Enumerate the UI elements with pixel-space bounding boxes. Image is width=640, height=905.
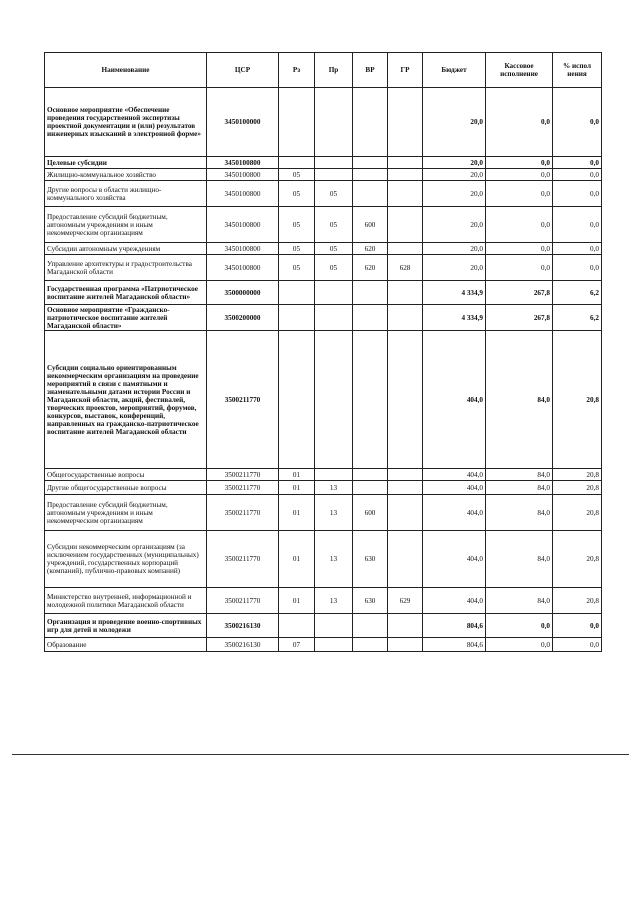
cell-csr: 3450100000: [207, 88, 279, 157]
cell-name: Субсидии некоммерческим организациям (за исключением государственных (муниципальных) учреждений, государственных корпораций (компаний), публично-правовых компаний): [45, 531, 207, 588]
header-row: [45, 53, 602, 88]
table-row: [45, 331, 602, 469]
document-page: [44, 52, 601, 652]
table-row: [45, 281, 602, 305]
cell-vr: 600: [353, 207, 388, 243]
cell-csr: 3450100800: [207, 157, 279, 169]
cell-vr: [353, 331, 388, 469]
cell-pr: [315, 469, 353, 481]
cell-budget: 20,0: [423, 157, 486, 169]
cell-vr: [353, 481, 388, 495]
cell-pr: 13: [315, 588, 353, 614]
cell-pr: [315, 169, 353, 181]
cell-cash: 84,0: [486, 531, 553, 588]
cell-gr: 628: [388, 255, 423, 281]
cell-cash: 0,0: [486, 207, 553, 243]
cell-csr: 3450100800: [207, 169, 279, 181]
cell-rz: [279, 281, 315, 305]
cell-budget: 20,0: [423, 243, 486, 255]
cell-vr: 630: [353, 588, 388, 614]
cell-pct: 0,0: [553, 255, 602, 281]
cell-pct: 20,8: [553, 531, 602, 588]
cell-pr: 13: [315, 481, 353, 495]
cell-rz: 05: [279, 207, 315, 243]
table-row: [45, 469, 602, 481]
cell-rz: 07: [279, 638, 315, 652]
table-row: [45, 588, 602, 614]
cell-cash: 84,0: [486, 588, 553, 614]
cell-budget: 404,0: [423, 588, 486, 614]
cell-gr: [388, 469, 423, 481]
table-row: [45, 207, 602, 243]
cell-budget: 404,0: [423, 531, 486, 588]
table-header: [45, 53, 602, 88]
cell-rz: 05: [279, 255, 315, 281]
cell-gr: [388, 243, 423, 255]
cell-budget: 804,6: [423, 614, 486, 638]
cell-vr: [353, 614, 388, 638]
cell-pct: 0,0: [553, 88, 602, 157]
cell-pr: [315, 281, 353, 305]
cell-name: Другие вопросы в области жилищно-коммунального хозяйства: [45, 181, 207, 207]
cell-name: Другие общегосударственные вопросы: [45, 481, 207, 495]
cell-cash: 267,8: [486, 281, 553, 305]
cell-gr: [388, 169, 423, 181]
cell-name: Государственная программа «Патриотическое воспитание жителей Магаданской области»: [45, 281, 207, 305]
header-pr: Пр: [315, 53, 353, 88]
header-csr: ЦСР: [207, 53, 279, 88]
cell-rz: 01: [279, 469, 315, 481]
cell-cash: 0,0: [486, 169, 553, 181]
cell-vr: [353, 305, 388, 331]
cell-budget: 404,0: [423, 331, 486, 469]
cell-rz: [279, 157, 315, 169]
cell-rz: 05: [279, 169, 315, 181]
cell-cash: 267,8: [486, 305, 553, 331]
cell-pct: 0,0: [553, 243, 602, 255]
cell-csr: 3500216130: [207, 614, 279, 638]
cell-cash: 0,0: [486, 614, 553, 638]
cell-pct: 0,0: [553, 157, 602, 169]
cell-gr: [388, 305, 423, 331]
cell-csr: 3500216130: [207, 638, 279, 652]
table-row: [45, 481, 602, 495]
cell-pct: 20,8: [553, 331, 602, 469]
cell-rz: 01: [279, 495, 315, 531]
cell-rz: [279, 614, 315, 638]
cell-budget: 404,0: [423, 481, 486, 495]
table-row: [45, 531, 602, 588]
cell-pr: 05: [315, 181, 353, 207]
table-row: [45, 255, 602, 281]
cell-csr: 3500211770: [207, 331, 279, 469]
cell-cash: 84,0: [486, 331, 553, 469]
cell-pct: 20,8: [553, 469, 602, 481]
cell-pr: [315, 638, 353, 652]
table-row: [45, 495, 602, 531]
cell-gr: [388, 614, 423, 638]
cell-budget: 4 334,9: [423, 305, 486, 331]
cell-vr: [353, 157, 388, 169]
cell-pr: 05: [315, 255, 353, 281]
cell-name: Жилищно-коммунальное хозяйство: [45, 169, 207, 181]
cell-csr: 3500211770: [207, 481, 279, 495]
cell-cash: 0,0: [486, 243, 553, 255]
cell-name: Основное мероприятие «Гражданско-патриотическое воспитание жителей Магаданской области»: [45, 305, 207, 331]
cell-rz: 05: [279, 181, 315, 207]
cell-pr: [315, 331, 353, 469]
cell-rz: [279, 331, 315, 469]
table-row: [45, 243, 602, 255]
cell-csr: 3450100800: [207, 207, 279, 243]
header-vr: ВР: [353, 53, 388, 88]
cell-vr: [353, 88, 388, 157]
cell-vr: [353, 469, 388, 481]
cell-rz: [279, 305, 315, 331]
cell-gr: [388, 331, 423, 469]
cell-cash: 0,0: [486, 638, 553, 652]
cell-budget: 804,6: [423, 638, 486, 652]
cell-gr: [388, 281, 423, 305]
table-row: [45, 169, 602, 181]
cell-name: Образование: [45, 638, 207, 652]
cell-vr: 620: [353, 255, 388, 281]
cell-cash: 0,0: [486, 181, 553, 207]
cell-pct: 0,0: [553, 638, 602, 652]
cell-vr: 600: [353, 495, 388, 531]
cell-budget: 20,0: [423, 169, 486, 181]
cell-vr: [353, 638, 388, 652]
table-row: [45, 638, 602, 652]
header-budget: Бюджет: [423, 53, 486, 88]
cell-name: Субсидии социально ориентированным некоммерческим организациям на проведение мероприятий в связи с памятными и знаменательными датами истории России и Магаданской области, акций, фестивалей, творческих проектов, мероприятий, форумов, конкурсов, выставок, конференций, направленных на гражданско-патриотическое воспитание жителей Магаданской области: [45, 331, 207, 469]
cell-csr: 3450100800: [207, 255, 279, 281]
cell-gr: [388, 638, 423, 652]
cell-pr: 05: [315, 243, 353, 255]
cell-vr: [353, 169, 388, 181]
cell-gr: [388, 531, 423, 588]
cell-budget: 20,0: [423, 88, 486, 157]
page-divider: [12, 754, 629, 755]
cell-budget: 404,0: [423, 469, 486, 481]
cell-rz: 05: [279, 243, 315, 255]
cell-name: Общегосударственные вопросы: [45, 469, 207, 481]
cell-rz: 01: [279, 588, 315, 614]
cell-name: Предоставление субсидий бюджетным, автономным учреждениям и иным некоммерческим организациям: [45, 207, 207, 243]
cell-pct: 0,0: [553, 614, 602, 638]
table-row: [45, 181, 602, 207]
cell-gr: [388, 207, 423, 243]
cell-cash: 84,0: [486, 495, 553, 531]
cell-name: Организация и проведение военно-спортивных игр для детей и молодежи: [45, 614, 207, 638]
cell-rz: 01: [279, 531, 315, 588]
header-cash: Кассовое исполнение: [486, 53, 553, 88]
cell-pr: 13: [315, 495, 353, 531]
cell-budget: 4 334,9: [423, 281, 486, 305]
table-body: [45, 88, 602, 652]
cell-name: Субсидии автономным учреждениям: [45, 243, 207, 255]
table-row: [45, 305, 602, 331]
cell-pct: 0,0: [553, 181, 602, 207]
cell-pct: 20,8: [553, 481, 602, 495]
cell-pct: 0,0: [553, 207, 602, 243]
cell-pr: [315, 157, 353, 169]
header-gr: ГР: [388, 53, 423, 88]
cell-csr: 3500211770: [207, 495, 279, 531]
cell-name: Предоставление субсидий бюджетным, автономным учреждениям и иным некоммерческим организациям: [45, 495, 207, 531]
cell-rz: 01: [279, 481, 315, 495]
cell-vr: 620: [353, 243, 388, 255]
cell-cash: 0,0: [486, 255, 553, 281]
budget-table: [44, 52, 602, 652]
header-name: Наименование: [45, 53, 207, 88]
cell-cash: 84,0: [486, 481, 553, 495]
table-row: [45, 88, 602, 157]
cell-vr: [353, 181, 388, 207]
cell-gr: 629: [388, 588, 423, 614]
cell-name: Целевые субсидии: [45, 157, 207, 169]
cell-cash: 0,0: [486, 88, 553, 157]
cell-pr: [315, 305, 353, 331]
cell-pr: [315, 614, 353, 638]
cell-budget: 20,0: [423, 207, 486, 243]
cell-gr: [388, 88, 423, 157]
cell-name: Министерство внутренней, информационной и молодежной политики Магаданской области: [45, 588, 207, 614]
cell-pr: 13: [315, 531, 353, 588]
cell-rz: [279, 88, 315, 157]
cell-csr: 3450100800: [207, 243, 279, 255]
header-rz: Рз: [279, 53, 315, 88]
cell-pr: 05: [315, 207, 353, 243]
cell-pct: 20,8: [553, 495, 602, 531]
cell-budget: 20,0: [423, 255, 486, 281]
cell-csr: 3450100800: [207, 181, 279, 207]
cell-pct: 0,0: [553, 169, 602, 181]
cell-csr: 3500211770: [207, 588, 279, 614]
cell-budget: 404,0: [423, 495, 486, 531]
cell-csr: 3500211770: [207, 469, 279, 481]
cell-vr: 630: [353, 531, 388, 588]
table-row: [45, 157, 602, 169]
cell-csr: 3500000000: [207, 281, 279, 305]
cell-cash: 0,0: [486, 157, 553, 169]
cell-gr: [388, 481, 423, 495]
cell-name: Основное мероприятие «Обеспечение проведения государственной экспертизы проектной документации и (или) результатов инженерных изысканий в электронной форме»: [45, 88, 207, 157]
cell-pct: 20,8: [553, 588, 602, 614]
cell-budget: 20,0: [423, 181, 486, 207]
header-pct: % испол нения: [553, 53, 602, 88]
cell-vr: [353, 281, 388, 305]
cell-gr: [388, 157, 423, 169]
cell-gr: [388, 495, 423, 531]
cell-csr: 3500211770: [207, 531, 279, 588]
table-row: [45, 614, 602, 638]
cell-pct: 6,2: [553, 281, 602, 305]
cell-name: Управление архитектуры и градостроительства Магаданской области: [45, 255, 207, 281]
cell-pct: 6,2: [553, 305, 602, 331]
cell-cash: 84,0: [486, 469, 553, 481]
cell-pr: [315, 88, 353, 157]
cell-csr: 3500200000: [207, 305, 279, 331]
cell-gr: [388, 181, 423, 207]
